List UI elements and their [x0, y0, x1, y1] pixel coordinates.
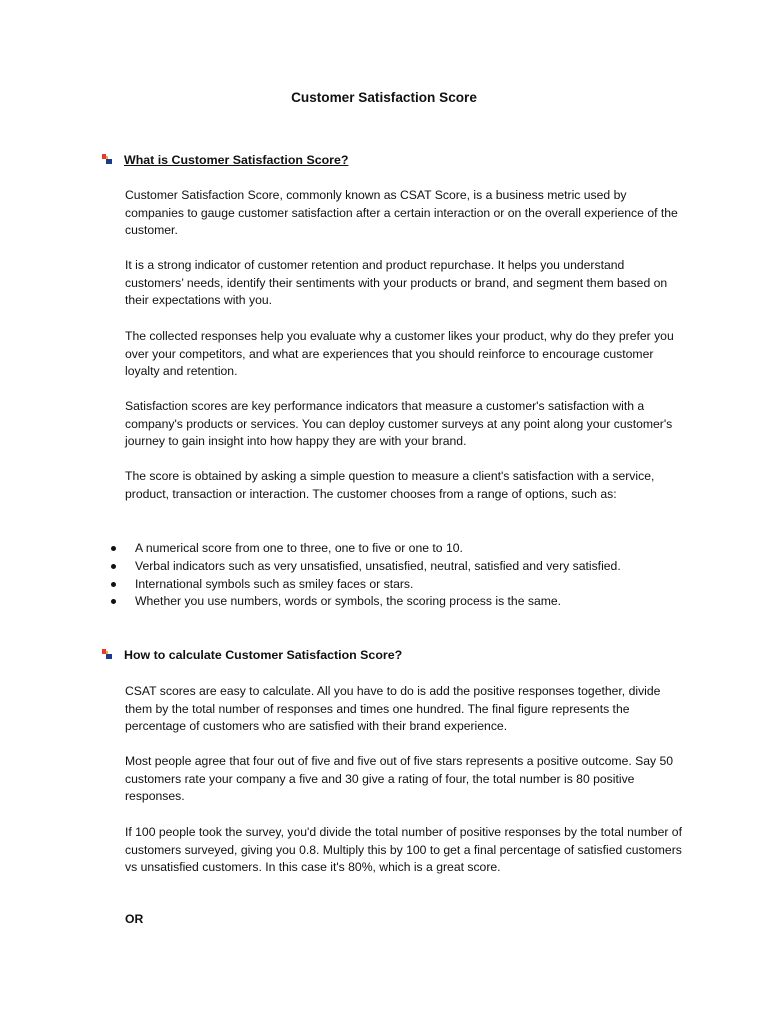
arrow-down-right-icon	[100, 153, 114, 165]
list-item	[105, 558, 705, 576]
or-label: OR	[125, 912, 144, 926]
list-item	[105, 576, 705, 594]
list-item-text: International symbols such as smiley faces or stars.	[135, 576, 414, 591]
section-heading-how-to-calculate	[100, 648, 402, 662]
paragraph: It is a strong indicator of customer retention and product repurchase. It helps you understand customers’ needs, identify their sentiments with your products or brand, and segment them based on their expectations with you.	[125, 258, 668, 308]
list-item-text: Whether you use numbers, words or symbols, the scoring process is the same.	[135, 594, 562, 609]
paragraph: The score is obtained by asking a simple question to measure a client's satisfaction with a service, product, transaction or interaction. The customer chooses from a range of options, such as:	[125, 469, 655, 501]
list-item-text: A numerical score from one to three, one to five or one to 10.	[135, 541, 463, 555]
section-heading-text: How to calculate Customer Satisfaction Score?	[124, 648, 403, 662]
page-title: Customer Satisfaction Score	[291, 90, 477, 105]
list-item-text: Verbal indicators such as very unsatisfied, unsatisfied, neutral, satisfied and very satisfied.	[135, 558, 621, 573]
bullet-icon	[111, 546, 116, 551]
bullet-icon	[111, 564, 116, 569]
paragraph: The collected responses help you evaluate why a customer likes your product, why do they prefer you over your competitors, and what are experiences that you should reinforce to encourage customer loyalty and retention.	[125, 329, 674, 379]
arrow-down-right-icon	[100, 648, 114, 660]
paragraph: Most people agree that four out of five and five out of five stars represents a positive outcome. Say 50 customers rate your company a five and 30 give a rating of four, the total number is 80 positive responses.	[125, 754, 674, 804]
bullet-icon	[111, 582, 116, 587]
paragraph: If 100 people took the survey, you'd divide the total number of positive responses by the total number of customers surveyed, giving you 0.8. Multiply this by 100 to get a final percentage of satisfied customers vs unsatisfied customers. In this case it's 80%, which is a great score.	[125, 825, 682, 875]
list-item	[105, 593, 705, 611]
paragraph: Customer Satisfaction Score, commonly known as CSAT Score, is a business metric used by companies to gauge customer satisfaction after a certain interaction or on the overall experience of the customer.	[125, 188, 678, 238]
paragraph: CSAT scores are easy to calculate. All you have to do is add the positive responses together, divide them by the total number of responses and times one hundred. The final figure represents the percentage of customers who are satisfied with their brand experience.	[125, 684, 661, 734]
options-list	[105, 540, 705, 611]
bullet-icon	[111, 599, 116, 604]
paragraph: Satisfaction scores are key performance indicators that measure a customer's satisfaction with a company's products or services. You can deploy customer surveys at any point along your customer's journey to gain insight into how happy they are with your brand.	[125, 399, 673, 449]
list-item	[105, 540, 705, 558]
section-heading-what-is-csat	[100, 153, 348, 167]
section-heading-text: What is Customer Satisfaction Score?	[124, 153, 349, 167]
